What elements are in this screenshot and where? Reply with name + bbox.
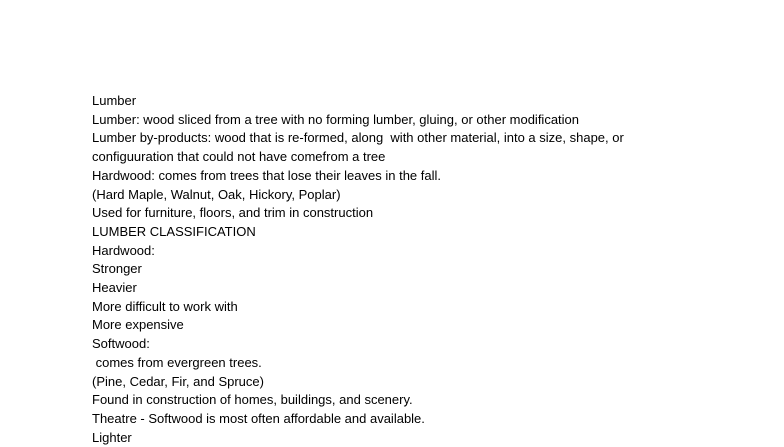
hardwood-examples: (Hard Maple, Walnut, Oak, Hickory, Poplar) (92, 186, 341, 202)
hardwood-heading: Hardwood: (92, 242, 155, 258)
softwood-definition: comes from evergreen trees. (92, 354, 262, 370)
hardwood-definition: Hardwood: comes from trees that lose their leaves in the fall. (92, 167, 441, 183)
lumber-byproducts-definition-cont: configuuration that could not have comefrom a tree (92, 149, 386, 165)
lumber-byproducts-definition: Lumber by-products: wood that is re-formed, along with other material, into a size, shape, or (92, 130, 624, 146)
lumber-definition: Lumber: wood sliced from a tree with no forming lumber, gluing, or other modification (92, 111, 580, 127)
hardwood-uses: Used for furniture, floors, and trim in construction (92, 205, 374, 221)
softwood-theatre-note: Theatre - Softwood is most often affordable and available. (92, 410, 425, 426)
doc-title: Lumber (92, 93, 137, 108)
softwood-uses: Found in construction of homes, buildings, and scenery. (92, 392, 413, 408)
hardwood-trait: Heavier (92, 280, 137, 296)
document-body (92, 92, 692, 447)
softwood-heading: Softwood: (92, 336, 150, 352)
hardwood-trait: Stronger (92, 261, 142, 277)
softwood-trait: Lighter (92, 429, 132, 445)
hardwood-trait: More difficult to work with (92, 298, 238, 314)
hardwood-trait: More expensive (92, 317, 184, 333)
softwood-examples: (Pine, Cedar, Fir, and Spruce) (92, 373, 264, 389)
classification-heading: LUMBER CLASSIFICATION (92, 223, 256, 239)
